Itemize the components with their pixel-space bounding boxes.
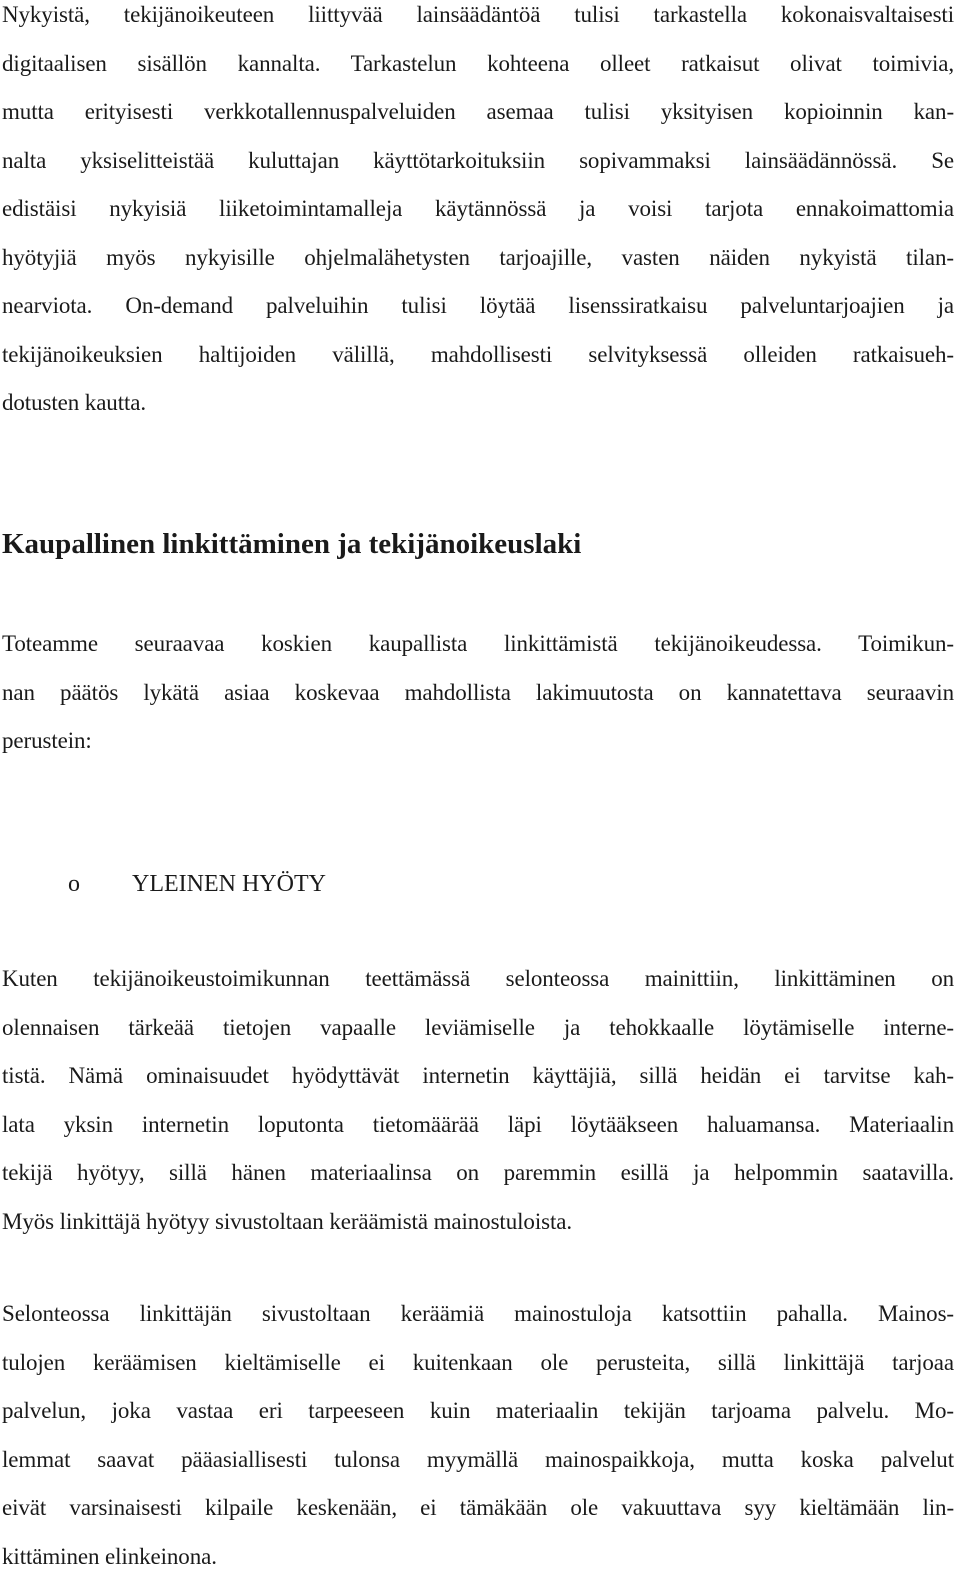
text-line: Nykyistä, tekijänoikeuteen liittyvää lainsäädäntöä tulisi tarkastella kokonaisvaltaisesti xyxy=(2,0,954,40)
text-line: nearviota. On-demand palveluihin tulisi löytää lisenssiratkaisu palveluntarjoajien ja xyxy=(2,282,954,331)
paragraph-digital-content xyxy=(2,0,954,428)
text-line: tekijä hyötyy, sillä hänen materiaalinsa on paremmin esillä ja helpommin saatavilla. xyxy=(2,1149,954,1198)
paragraph-linking-intro xyxy=(2,620,954,766)
paragraph-general-benefit xyxy=(2,955,954,1246)
text-line: tekijänoikeuksien haltijoiden välillä, mahdollisesti selvityksessä olleiden ratkaisueh- xyxy=(2,331,954,380)
section-heading: Kaupallinen linkittäminen ja tekijänoikeuslaki xyxy=(2,520,581,568)
text-line: digitaalisen sisällön kannalta. Tarkastelun kohteena olleet ratkaisut olivat toimivia, xyxy=(2,40,954,89)
bullet-marker: o xyxy=(2,860,132,908)
text-line: olennaisen tärkeää tietojen vapaalle leviämiselle ja tehokkaalle löytämiselle interne- xyxy=(2,1004,954,1053)
text-line: tulojen keräämisen kieltämiselle ei kuitenkaan ole perusteita, sillä linkittäjä tarjoaa xyxy=(2,1339,954,1388)
bullet-item-general-benefit xyxy=(2,860,326,908)
text-line: lata yksin internetin loputonta tietomäärää läpi löytääkseen haluamansa. Materiaalin xyxy=(2,1101,954,1150)
text-line: eivät varsinaisesti kilpaile keskenään, ei tämäkään ole vakuuttava syy kieltämään lin- xyxy=(2,1484,954,1533)
text-line: lemmat saavat pääasiallisesti tulonsa myymällä mainospaikkoja, mutta koska palvelut xyxy=(2,1436,954,1485)
text-line: dotusten kautta. xyxy=(2,379,954,428)
text-line: perustein: xyxy=(2,717,954,766)
text-line: Toteamme seuraavaa koskien kaupallista linkittämistä tekijänoikeudessa. Toimikun- xyxy=(2,620,954,669)
bullet-label: YLEINEN HYÖTY xyxy=(132,871,326,897)
text-line: nan päätös lykätä asiaa koskevaa mahdollista lakimuutosta on kannatettava seuraavin xyxy=(2,669,954,718)
text-line: mutta erityisesti verkkotallennuspalveluiden asemaa tulisi yksityisen kopioinnin kan- xyxy=(2,88,954,137)
text-line: hyötyjiä myös nykyisille ohjelmalähetysten tarjoajille, vasten näiden nykyistä tilan- xyxy=(2,234,954,283)
text-line: palvelun, joka vastaa eri tarpeeseen kuin materiaalin tekijän tarjoama palvelu. Mo- xyxy=(2,1387,954,1436)
text-line: Kuten tekijänoikeustoimikunnan teettämässä selonteossa mainittiin, linkittäminen on xyxy=(2,955,954,1004)
text-line: nalta yksiselitteistää kuluttajan käyttötarkoituksiin sopivammaksi lainsäädännössä. Se xyxy=(2,137,954,186)
text-line: Selonteossa linkittäjän sivustoltaan keräämiä mainostuloja katsottiin pahalla. Mainos- xyxy=(2,1290,954,1339)
text-line: Myös linkittäjä hyötyy sivustoltaan keräämistä mainostuloista. xyxy=(2,1198,954,1247)
text-line: kittäminen elinkeinona. xyxy=(2,1533,954,1581)
paragraph-advertising-income xyxy=(2,1290,954,1581)
text-line: tistä. Nämä ominaisuudet hyödyttävät internetin käyttäjiä, sillä heidän ei tarvitse kah- xyxy=(2,1052,954,1101)
text-line: edistäisi nykyisiä liiketoimintamalleja käytännössä ja voisi tarjota ennakoimattomia xyxy=(2,185,954,234)
